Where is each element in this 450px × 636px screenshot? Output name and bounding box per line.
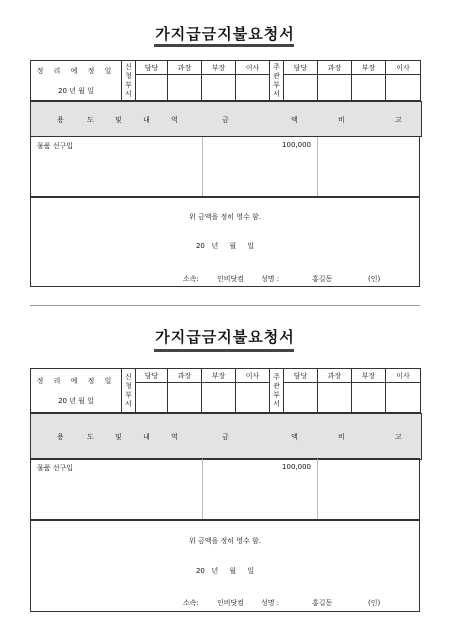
- affiliation-value: 인비닷컴: [217, 599, 245, 607]
- item-row: [30, 136, 420, 197]
- item-amount: 100,000: [282, 463, 311, 471]
- role-executive: 이사: [386, 369, 421, 383]
- remark-header-2: 고: [395, 116, 402, 124]
- sign-box[interactable]: [284, 75, 318, 101]
- receipt-date: 20 년 월 일: [195, 242, 255, 250]
- remark-header-2: 고: [395, 433, 402, 441]
- title-underline: [154, 349, 294, 352]
- role-executive: 이사: [236, 369, 270, 383]
- sign-box[interactable]: [236, 75, 270, 101]
- receipt-box: [30, 197, 420, 287]
- role-staff: 담당: [136, 369, 168, 383]
- schedule-date: 20 년 월 일: [58, 86, 94, 95]
- seal-mark: (인): [368, 275, 381, 283]
- sign-box[interactable]: [318, 75, 352, 101]
- item-amount: 100,000: [282, 141, 311, 149]
- name-value: 홍길동: [312, 599, 333, 607]
- role-director: 부장: [352, 369, 386, 383]
- seal-mark: (인): [368, 599, 381, 607]
- role-staff: 담당: [136, 61, 168, 75]
- name-label: 성명 :: [261, 275, 280, 283]
- affiliation-value: 인비닷컴: [217, 275, 245, 283]
- purpose-header-2: 도: [87, 433, 94, 441]
- purpose-header-4: 내: [143, 433, 150, 441]
- managing-dept-label: 주 관 부 서: [270, 61, 284, 101]
- role-manager: 과장: [318, 369, 352, 383]
- name-label: 성명 :: [261, 599, 280, 607]
- amount-header-1: 금: [222, 116, 229, 124]
- affiliation-label: 소속:: [183, 599, 199, 607]
- approval-table: [30, 368, 421, 413]
- sign-box[interactable]: [202, 383, 236, 413]
- receipt-statement: 위 금액을 정히 영수 함.: [189, 537, 261, 545]
- managing-dept-label: 주 관 부 서: [270, 369, 284, 413]
- item-description: 물품 선구입: [37, 464, 74, 472]
- sign-box[interactable]: [168, 383, 202, 413]
- sign-box[interactable]: [284, 383, 318, 413]
- purpose-header-5: 역: [171, 433, 178, 441]
- applicant-dept-label: 신 청 부 서: [122, 61, 136, 101]
- role-executive: 이사: [386, 61, 421, 75]
- title-underline: [154, 44, 294, 47]
- role-executive: 이사: [236, 61, 270, 75]
- applicant-dept-label: 신 청 부 서: [122, 369, 136, 413]
- purpose-header-4: 내: [143, 116, 150, 124]
- purpose-header-3: 및: [115, 116, 122, 124]
- column-header: [30, 413, 422, 460]
- sign-box[interactable]: [386, 383, 421, 413]
- role-manager: 과장: [168, 369, 202, 383]
- role-manager: 과장: [318, 61, 352, 75]
- sign-box[interactable]: [352, 75, 386, 101]
- name-value: 홍길동: [312, 275, 333, 283]
- sign-box[interactable]: [236, 383, 270, 413]
- sign-box[interactable]: [318, 383, 352, 413]
- schedule-label: 정 리 예 정 일: [36, 66, 116, 75]
- sign-box[interactable]: [168, 75, 202, 101]
- purpose-header-1: 용: [57, 433, 64, 441]
- role-staff: 담당: [284, 61, 318, 75]
- role-staff: 담당: [284, 369, 318, 383]
- amount-header-2: 액: [291, 433, 298, 441]
- form-separator: [30, 305, 420, 306]
- amount-header-2: 액: [291, 116, 298, 124]
- purpose-header-2: 도: [87, 116, 94, 124]
- sign-box[interactable]: [136, 383, 168, 413]
- schedule-label: 정 리 예 정 일: [36, 376, 116, 385]
- role-director: 부장: [352, 61, 386, 75]
- form-title: 가지급금지불요청서: [155, 25, 295, 43]
- column-header: [30, 101, 422, 137]
- schedule-date: 20 년 월 일: [58, 396, 94, 405]
- form-title: 가지급금지불요청서: [155, 328, 295, 346]
- purpose-header-3: 및: [115, 433, 122, 441]
- item-description: 물품 선구입: [37, 142, 74, 150]
- amount-header-1: 금: [222, 433, 229, 441]
- sign-box[interactable]: [352, 383, 386, 413]
- sign-box[interactable]: [136, 75, 168, 101]
- sign-box[interactable]: [202, 75, 236, 101]
- role-director: 부장: [202, 61, 236, 75]
- affiliation-label: 소속:: [183, 275, 199, 283]
- sign-box[interactable]: [386, 75, 421, 101]
- purpose-header-5: 역: [171, 116, 178, 124]
- remark-header-1: 비: [338, 433, 345, 441]
- receipt-statement: 위 금액을 정히 영수 함.: [189, 213, 261, 221]
- receipt-date: 20 년 월 일: [195, 567, 255, 575]
- item-row: [30, 458, 420, 520]
- approval-table: [30, 60, 421, 101]
- receipt-box: [30, 520, 420, 612]
- role-director: 부장: [202, 369, 236, 383]
- remark-header-1: 비: [338, 116, 345, 124]
- purpose-header-1: 용: [57, 116, 64, 124]
- role-manager: 과장: [168, 61, 202, 75]
